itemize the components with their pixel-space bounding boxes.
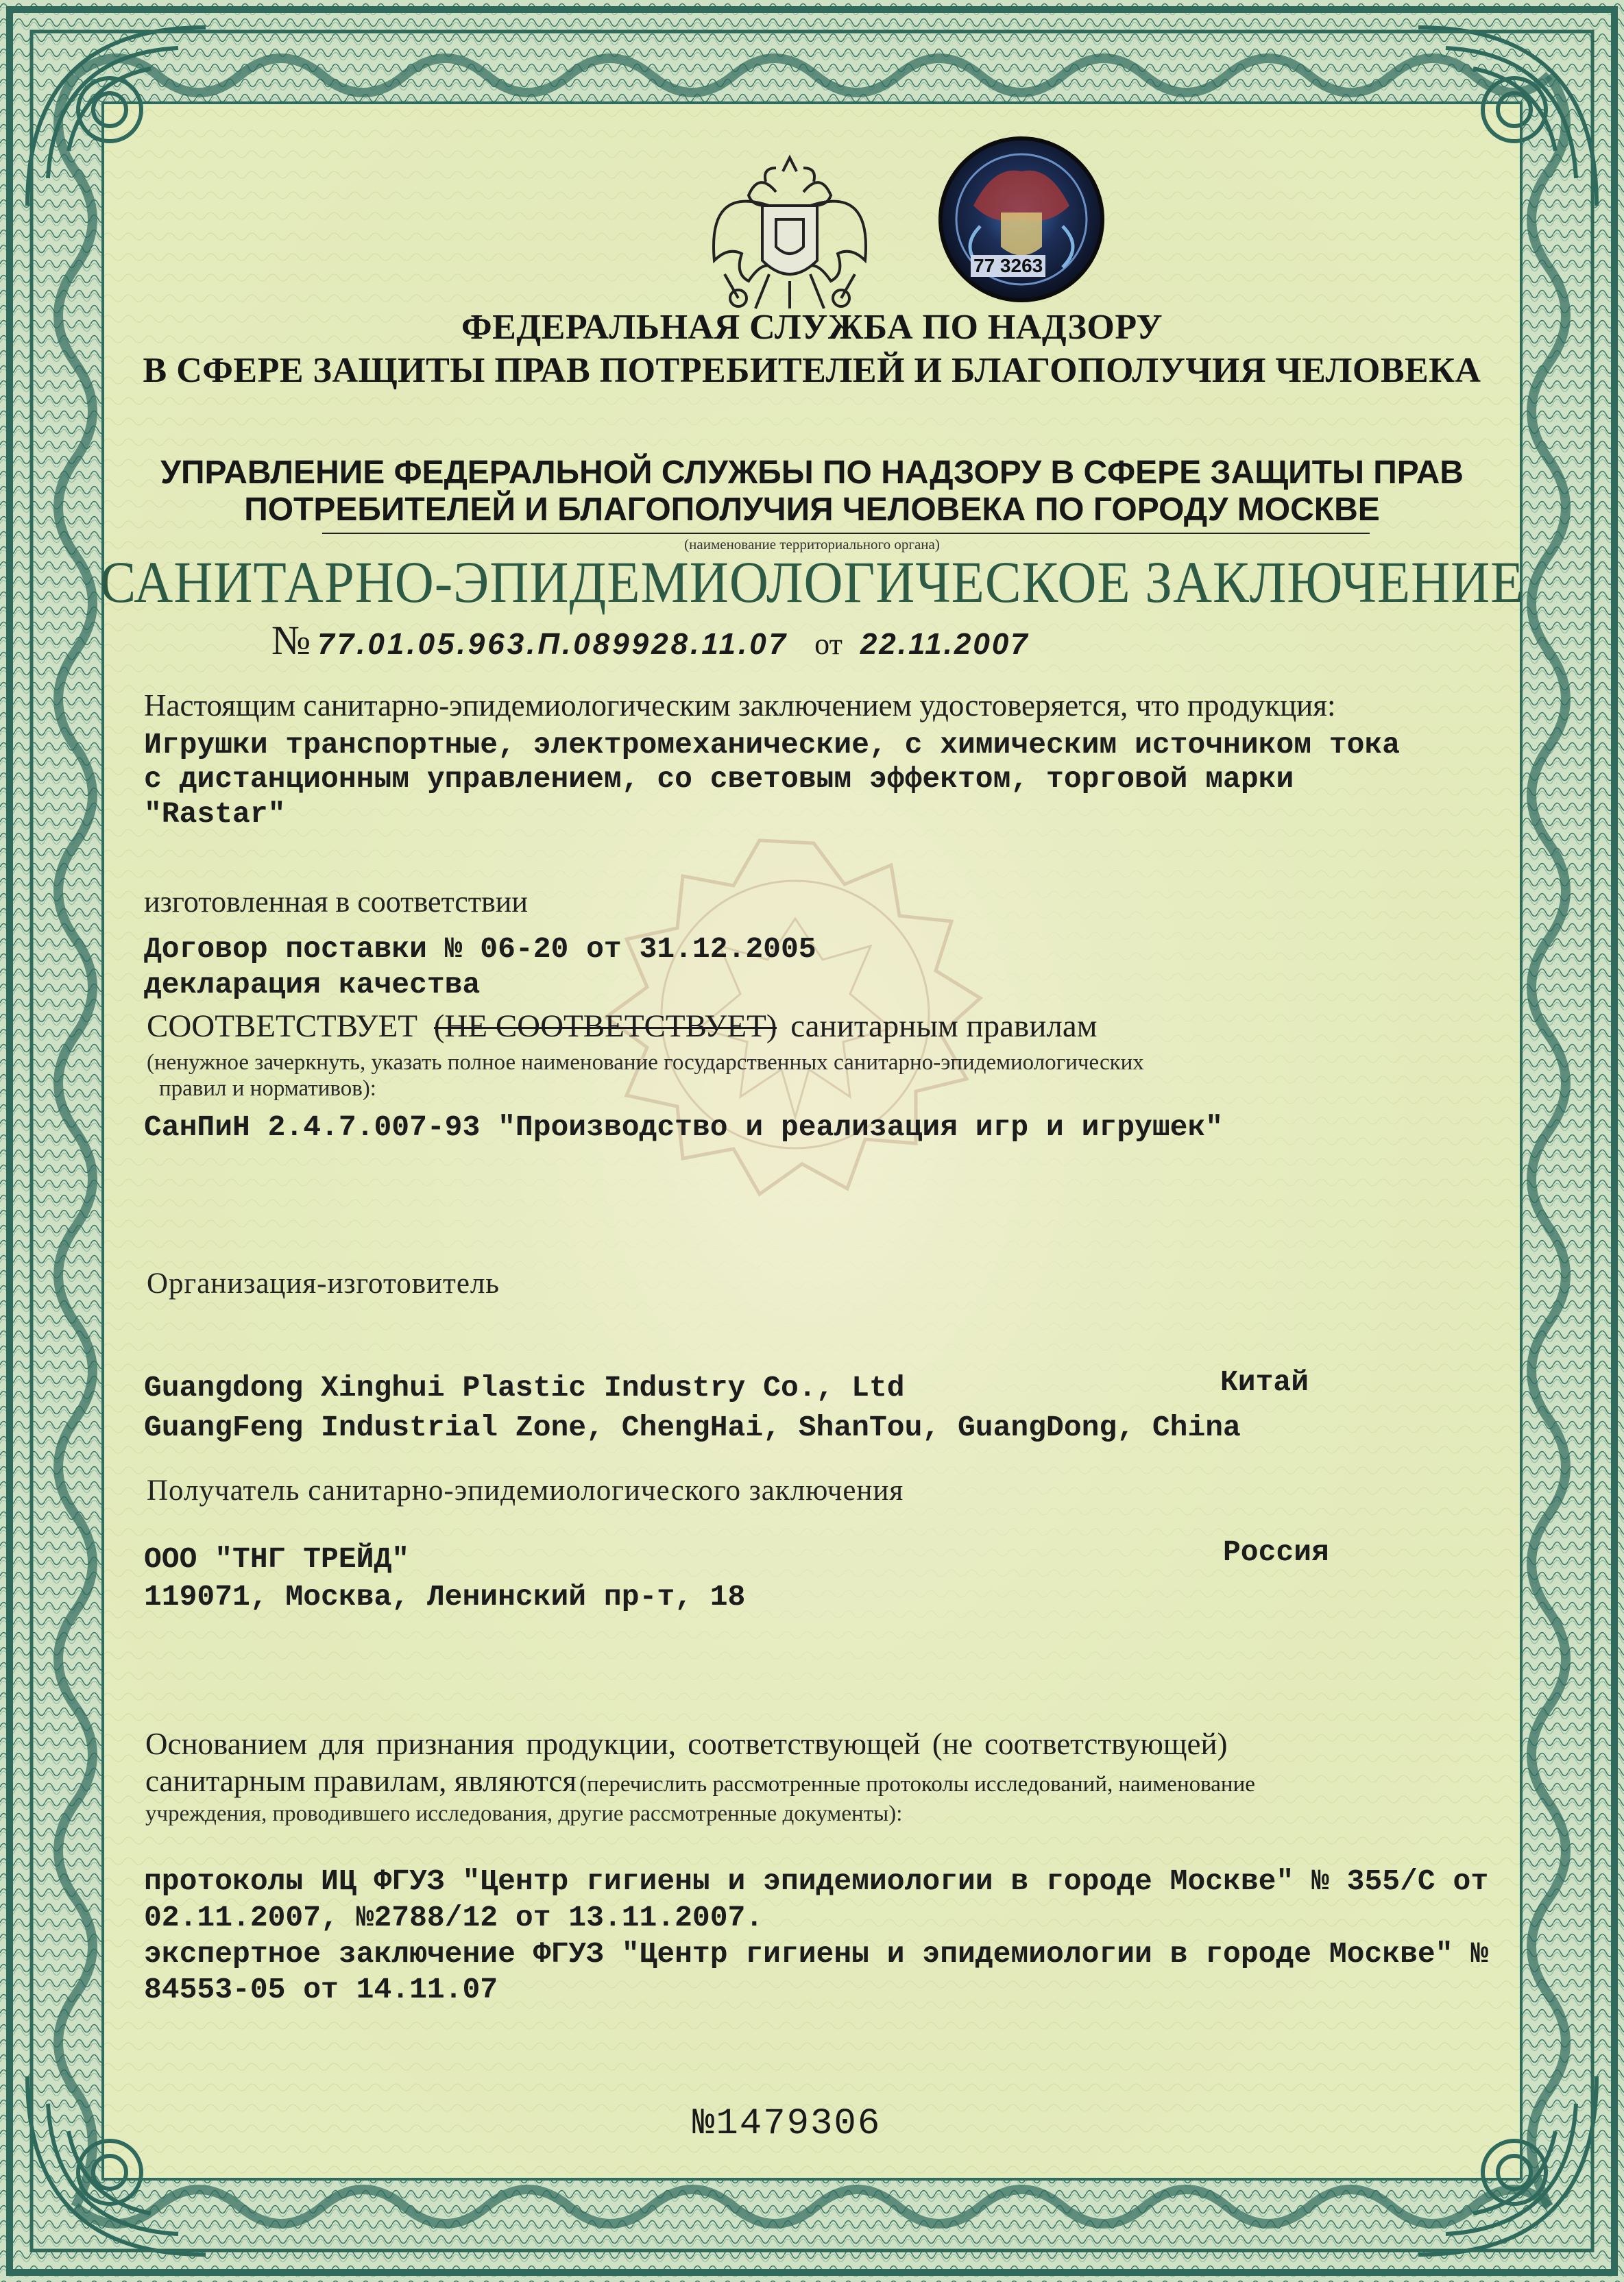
recipient-label: Получатель санитарно-эпидемиологического заключения	[147, 1474, 904, 1507]
basis-line1: Основанием для признания продукции, соответствующей (не соответствующей)	[145, 1727, 1228, 1761]
recipient-address: 119071, Москва, Ленинский пр-т, 18	[144, 1580, 746, 1614]
manufactured-label: изготовленная в соответствии	[144, 885, 528, 919]
form-number: №1479306	[692, 2103, 882, 2145]
basis-doc-2: 02.11.2007, №2788/12 от 13.11.2007.	[144, 1901, 764, 1934]
date-prefix: от	[814, 627, 843, 661]
service-title-line2: В СФЕРЕ ЗАЩИТЫ ПРАВ ПОТРЕБИТЕЛЕЙ И БЛАГОПОЛУЧИЯ ЧЕЛОВЕКА	[143, 351, 1481, 390]
recipient-country: Россия	[1223, 1536, 1329, 1569]
manufacturer-name: Guangdong Xinghui Plastic Industry Co., Ltd	[144, 1371, 905, 1405]
service-title-line1: ФЕДЕРАЛЬНАЯ СЛУЖБА ПО НАДЗОРУ	[461, 308, 1163, 347]
product-intro: Настоящим санитарно-эпидемиологическим заключением удостоверяется, что продукция:	[144, 688, 1336, 723]
document-date: 22.11.2007	[860, 627, 1030, 661]
authority-line2: ПОТРЕБИТЕЛЕЙ И БЛАГОПОЛУЧИЯ ЧЕЛОВЕКА ПО ГОРОДУ МОСКВЕ	[244, 491, 1380, 528]
product-line-3: "Rastar"	[144, 797, 286, 831]
basis-doc-1: протоколы ИЦ ФГУЗ "Центр гигиены и эпидемиологии в городе Москве" № 355/С от	[144, 1865, 1489, 1898]
manufacturer-address: GuangFeng Industrial Zone, ChengHai, ShanTou, GuangDong, China	[144, 1411, 1241, 1444]
manufacturer-country: Китай	[1220, 1365, 1309, 1399]
compliance-row	[147, 1008, 1097, 1045]
basis-line2	[145, 1763, 1255, 1799]
manufacturer-label: Организация-изготовитель	[147, 1267, 500, 1300]
basis-line3: учреждения, проводившего исследования, другие рассмотренные документы):	[145, 1801, 903, 1826]
document-number: 77.01.05.963.П.089928.11.07	[317, 627, 789, 661]
basis-line2-note: (перечислить рассмотренные протоколы исследований, наименование	[579, 1772, 1255, 1797]
sanpin-reference: СанПиН 2.4.7.007-93 "Производство и реализация игр и игрушек"	[144, 1110, 1224, 1144]
authority-caption: (наименование территориального органа)	[684, 536, 940, 553]
compliance-note-line2: правил и нормативов):	[159, 1076, 376, 1101]
number-sign: №	[271, 618, 311, 663]
rules-text: санитарным правилам	[790, 1008, 1098, 1044]
manufactured-line-2: декларация качества	[144, 968, 481, 1002]
document-number-row	[271, 617, 1030, 664]
product-line-2: с дистанционным управлением, со световым эффектом, торговой марки	[144, 762, 1294, 796]
basis-line2-main: санитарным правилам, являются	[145, 1764, 577, 1798]
hologram-number: 77 3263	[971, 255, 1045, 277]
manufactured-line-1: Договор поставки № 06-20 от 31.12.2005	[144, 932, 816, 966]
recipient-name: ООО "ТНГ ТРЕЙД"	[144, 1542, 410, 1576]
basis-doc-3: экспертное заключение ФГУЗ "Центр гигиены и эпидемиологии в городе Москве" №	[144, 1937, 1489, 1971]
compliance-note-line1: (ненужное зачеркнуть, указать полное наименование государственных санитарно-эпидемиологических	[147, 1050, 1144, 1075]
basis-doc-4: 84553-05 от 14.11.07	[144, 1973, 498, 2006]
product-line-1: Игрушки транспортные, электромеханические, с химическим источником тока	[144, 728, 1401, 762]
complies-text: СООТВЕТСТВУЕТ	[147, 1008, 418, 1044]
authority-line1: УПРАВЛЕНИЕ ФЕДЕРАЛЬНОЙ СЛУЖБЫ ПО НАДЗОРУ В СФЕРЕ ЗАЩИТЫ ПРАВ	[160, 454, 1464, 491]
not-complies-text: (НЕ СООТВЕТСТВУЕТ)	[433, 1008, 777, 1044]
document-title: САНИТАРНО-ЭПИДЕМИОЛОГИЧЕСКОЕ ЗАКЛЮЧЕНИЕ	[99, 550, 1525, 616]
